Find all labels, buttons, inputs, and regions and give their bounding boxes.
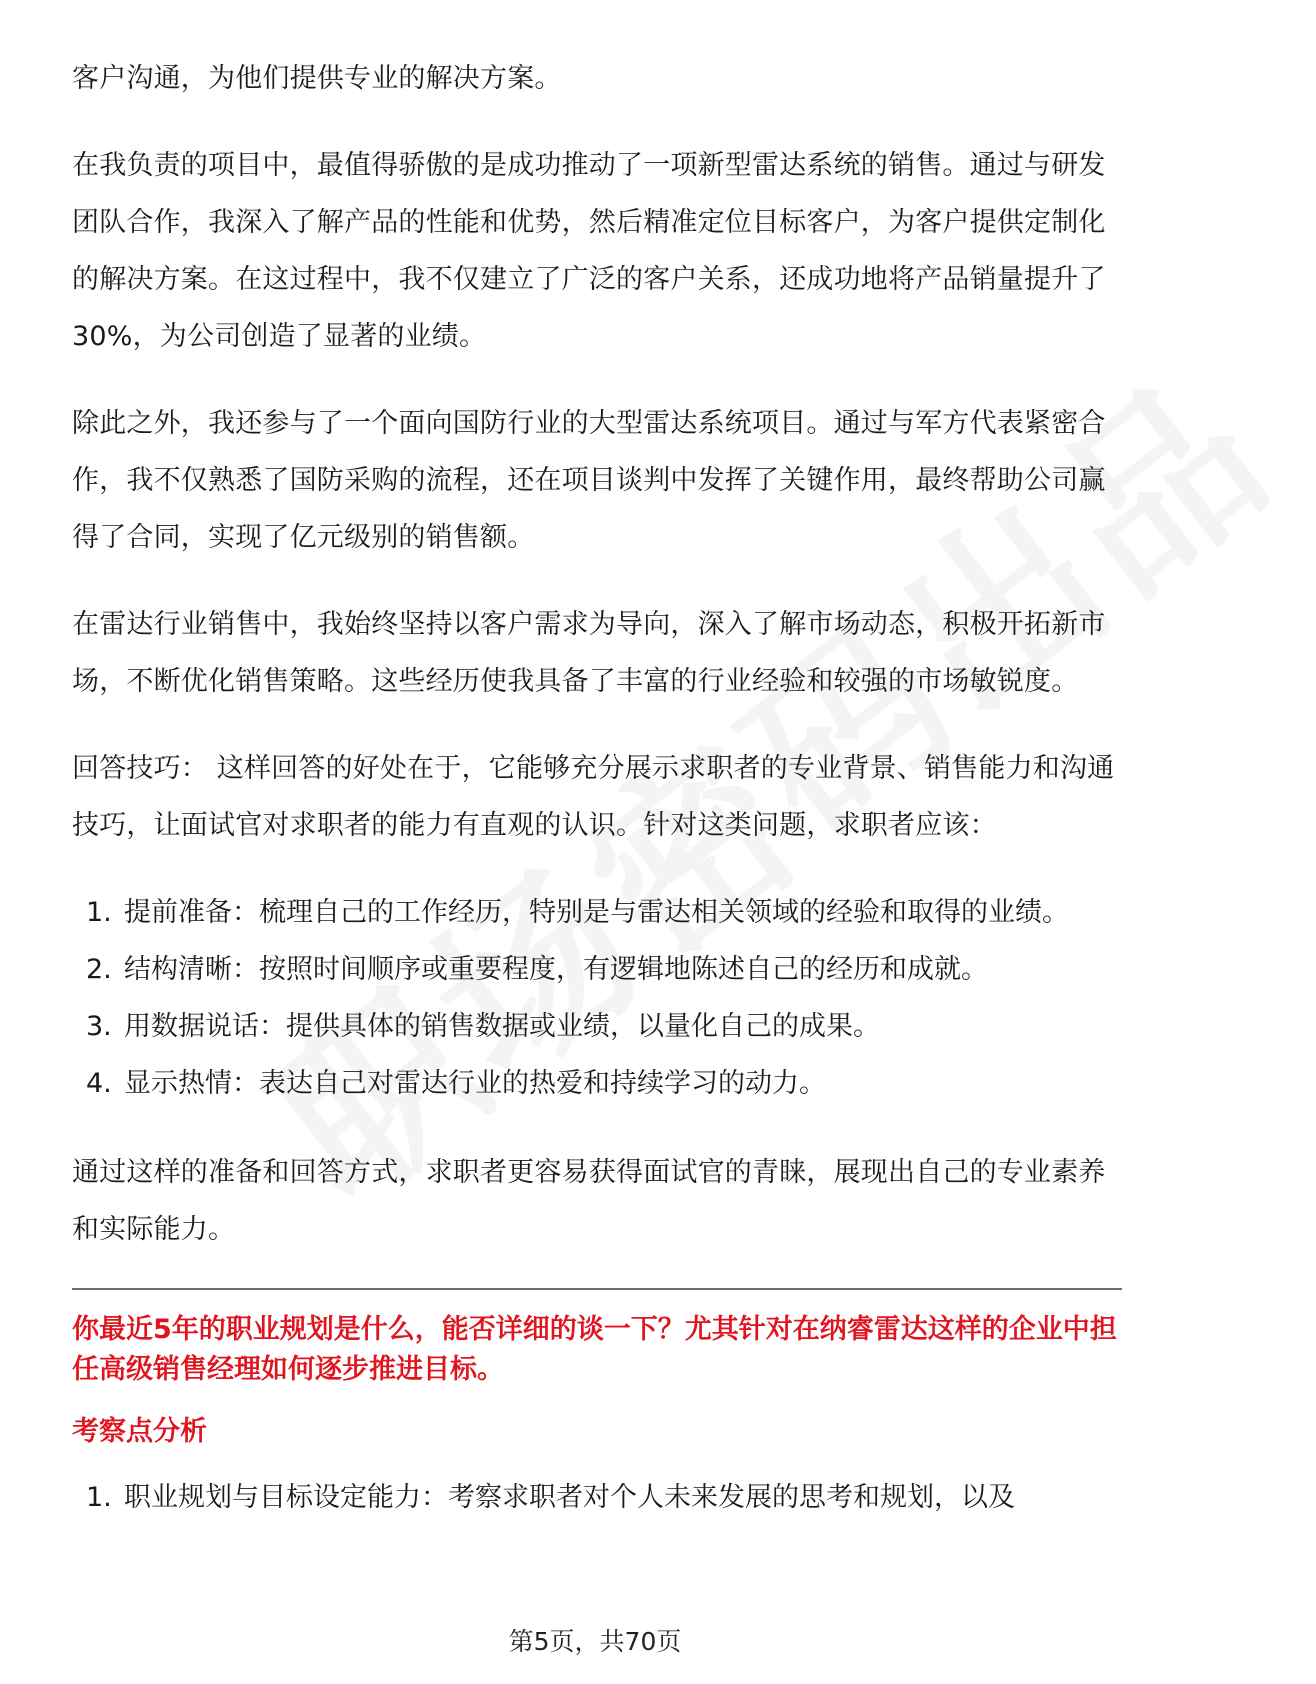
list-number: 2. xyxy=(86,954,112,985)
page-content xyxy=(72,50,1122,1513)
list-text: 用数据说话：提供具体的销售数据或业绩，以量化自己的成果。 xyxy=(124,1011,880,1042)
analysis-heading: 考察点分析 xyxy=(72,1416,207,1447)
list-number: 3. xyxy=(86,1011,112,1042)
list-text: 提前准备：梳理自己的工作经历，特别是与雷达相关领域的经验和取得的业绩。 xyxy=(124,897,1069,928)
answer-tips-intro: 回答技巧： 这样回答的好处在于，它能够充分展示求职者的专业背景、销售能力和沟通技巧，让面试官对求职者的能力有直观的认识。针对这类问题，求职者应该： xyxy=(72,753,1115,841)
list-item xyxy=(72,998,1122,1055)
interview-question: 你最近5年的职业规划是什么，能否详细的谈一下？尤其针对在纳睿雷达这样的企业中担任高级销售经理如何逐步推进目标。 xyxy=(72,1314,1117,1385)
list-item xyxy=(72,941,1122,998)
paragraph: 在我负责的项目中，最值得骄傲的是成功推动了一项新型雷达系统的销售。通过与研发团队合作，我深入了解产品的性能和优势，然后精准定位目标客户，为客户提供定制化的解决方案。在这过程中，我不仅建立了广泛的客户关系，还成功地将产品销量提升了30%，为公司创造了显著的业绩。 xyxy=(72,150,1106,352)
page-footer: 第5页，共70页 xyxy=(0,1622,1190,1658)
paragraph: 除此之外，我还参与了一个面向国防行业的大型雷达系统项目。通过与军方代表紧密合作，我不仅熟悉了国防采购的流程，还在项目谈判中发挥了关键作用，最终帮助公司赢得了合同，实现了亿元级别的销售额。 xyxy=(72,408,1106,553)
paragraph: 在雷达行业销售中，我始终坚持以客户需求为导向，深入了解市场动态，积极开拓新市场，不断优化销售策略。这些经历使我具备了丰富的行业经验和较强的市场敏锐度。 xyxy=(72,609,1106,697)
list-item xyxy=(72,1478,1122,1513)
list-number: 1. xyxy=(86,897,112,928)
section-divider xyxy=(72,1288,1122,1290)
list-item xyxy=(72,884,1122,941)
list-text: 职业规划与目标设定能力：考察求职者对个人未来发展的思考和规划，以及 xyxy=(124,1482,1015,1513)
tips-list xyxy=(72,884,1122,1112)
paragraph: 客户沟通，为他们提供专业的解决方案。 xyxy=(72,63,562,94)
list-number: 1. xyxy=(86,1482,112,1513)
list-item xyxy=(72,1055,1122,1112)
closing-paragraph: 通过这样的准备和回答方式，求职者更容易获得面试官的青睐，展现出自己的专业素养和实际能力。 xyxy=(72,1157,1106,1245)
list-text: 显示热情：表达自己对雷达行业的热爱和持续学习的动力。 xyxy=(124,1068,826,1099)
list-text: 结构清晰：按照时间顺序或重要程度，有逻辑地陈述自己的经历和成就。 xyxy=(124,954,988,985)
list-number: 4. xyxy=(86,1068,112,1099)
